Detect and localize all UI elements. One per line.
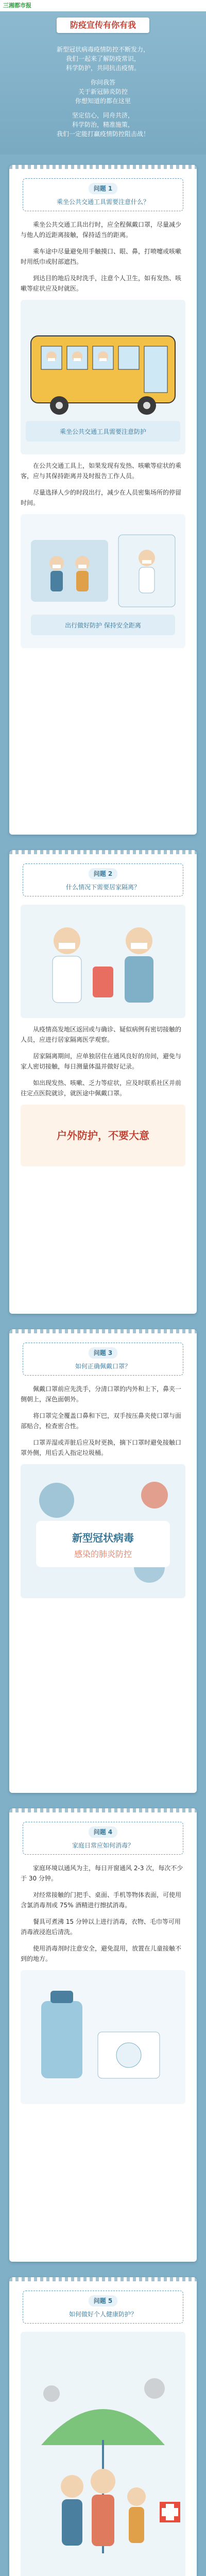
hero-line: 坚定信心，同舟共济， (72, 112, 134, 119)
answer-paragraph: 佩戴口罩前应先洗手，分清口罩的内外和上下，鼻夹一侧朝上，深色面朝外。 (21, 1385, 182, 1403)
slogan-text: 户外防护，不要大意 (57, 1129, 149, 1142)
answer-paragraph: 到达目的地后及时洗手，注意个人卫生，如有发热、咳嗽等症状应及时就医。 (21, 275, 182, 292)
qa-card-2 (9, 850, 197, 1314)
hero-line: 我们一起来了解防疫常识， (65, 55, 140, 62)
top-bar (0, 0, 206, 12)
qa-card-5 (9, 2277, 197, 2576)
question-label: 问题 1 (89, 183, 118, 194)
answer-paragraph: 将口罩完全覆盖口鼻和下巴，双手按压鼻夹使口罩与面部贴合，检查密合性。 (21, 1412, 182, 1430)
family-umbrella-illustration (21, 2332, 185, 2576)
answer-paragraph: 乘坐公共交通工具出行时，应全程佩戴口罩，尽量减少与他人的近距离接触，保持适当的距离。 (21, 221, 182, 239)
question-box (23, 1343, 183, 1376)
hero-line: 科学防护，共同抗击疫情。 (65, 64, 140, 72)
question-text: 家庭日常应如何消毒？ (72, 1842, 134, 1849)
hero-line: 关于新冠肺炎防控 (78, 88, 128, 95)
poster-subtitle: 感染的肺炎防控 (74, 1549, 132, 1559)
card-ornament (9, 1329, 197, 1333)
virus-poster (21, 1464, 185, 1598)
question-text: 如何做好个人健康防护？ (68, 2311, 137, 2318)
answer-paragraph: 口罩弄湿或弄脏后应及时更换，摘下口罩时避免接触口罩外侧，用后丢入指定垃圾桶。 (21, 1439, 182, 1456)
card-ornament (9, 1808, 197, 1812)
hero-text (21, 45, 185, 144)
answer-paragraph: 家庭环境以通风为主，每日开窗通风 2-3 次，每次不少于 30 分钟。 (21, 1865, 183, 1882)
card-ornament (9, 165, 197, 169)
question-text: 如何正确佩戴口罩？ (75, 1363, 131, 1370)
hero-line: 我们一定能打赢疫情防控阻击战！ (56, 130, 149, 138)
bus-illustration (21, 300, 185, 454)
hero-line: 新型冠状病毒疫情防控不断发力， (56, 46, 149, 53)
question-box (23, 1822, 183, 1855)
question-label: 问题 5 (89, 2295, 118, 2307)
hero-line: 你问我答 (90, 79, 115, 86)
question-box (23, 2291, 183, 2324)
hero-title: 防疫宣传有你有我 (57, 18, 149, 33)
answer-paragraph: 如出现发热、咳嗽、乏力等症状，应及时联系社区并前往定点医院就诊，就医途中佩戴口罩。 (21, 1079, 182, 1097)
hero-line: 科学防治，精准施策， (72, 121, 134, 128)
question-text: 乘坐公共交通工具需要注意什么？ (56, 198, 149, 206)
question-box (23, 863, 183, 896)
question-label: 问题 2 (89, 868, 118, 879)
question-box (23, 178, 183, 211)
qa-card-3 (9, 1329, 197, 1793)
disinfect-illustration (21, 1970, 185, 2104)
brand-label: 三湘都市报 (3, 2, 31, 9)
card-ornament (9, 850, 197, 854)
qa-card-1 (9, 165, 197, 835)
question-label: 问题 4 (89, 1826, 118, 1838)
answer-paragraph: 对经常接触的门把手、桌面、手机等物体表面，可使用含氯消毒剂或 75% 酒精进行擦拭消毒。 (21, 1891, 182, 1909)
qa-card-4 (9, 1808, 197, 2262)
answer-paragraph: 从疫情高发地区返回或与确诊、疑似病例有密切接触的人员，应进行居家隔离医学观察。 (21, 1026, 182, 1043)
hero-section (0, 11, 206, 155)
question-label: 问题 3 (89, 1347, 118, 1359)
slogan-banner (21, 1105, 185, 1166)
answer-paragraph: 使用消毒剂时注意安全，避免混用，放置在儿童接触不到的地方。 (21, 1945, 182, 1962)
image-caption: 出行做好防护 保持安全距离 (65, 622, 141, 629)
answer-paragraph: 在公共交通工具上，如果发现有发热、咳嗽等症状的乘客，应与其保持距离并及时报告工作人员。 (21, 462, 182, 480)
card-ornament (9, 2277, 197, 2281)
question-text: 什么情况下需要居家隔离？ (65, 884, 140, 891)
poster-title: 新型冠状病毒 (72, 1532, 134, 1544)
hero-line: 你想知道的都在这里 (75, 97, 131, 105)
answer-paragraph: 居家隔离期间，应单独居住在通风良好的房间，避免与家人密切接触，每日测量体温并做好记录。 (21, 1053, 182, 1070)
answer-paragraph: 乘车途中尽量避免用手触摸口、眼、鼻，打喷嚏或咳嗽时用纸巾或肘部遮挡。 (21, 248, 182, 265)
answer-paragraph: 尽量选择人少的时段出行，减少在人员密集场所的停留时间。 (21, 489, 182, 506)
image-caption: 乘坐公共交通工具需要注意防护 (59, 428, 147, 435)
doctor-illustration (21, 905, 185, 1018)
answer-paragraph: 餐具可煮沸 15 分钟以上进行消毒，衣物、毛巾等可用消毒液浸泡后清洗。 (21, 1918, 181, 1936)
people-illustration (21, 514, 185, 648)
